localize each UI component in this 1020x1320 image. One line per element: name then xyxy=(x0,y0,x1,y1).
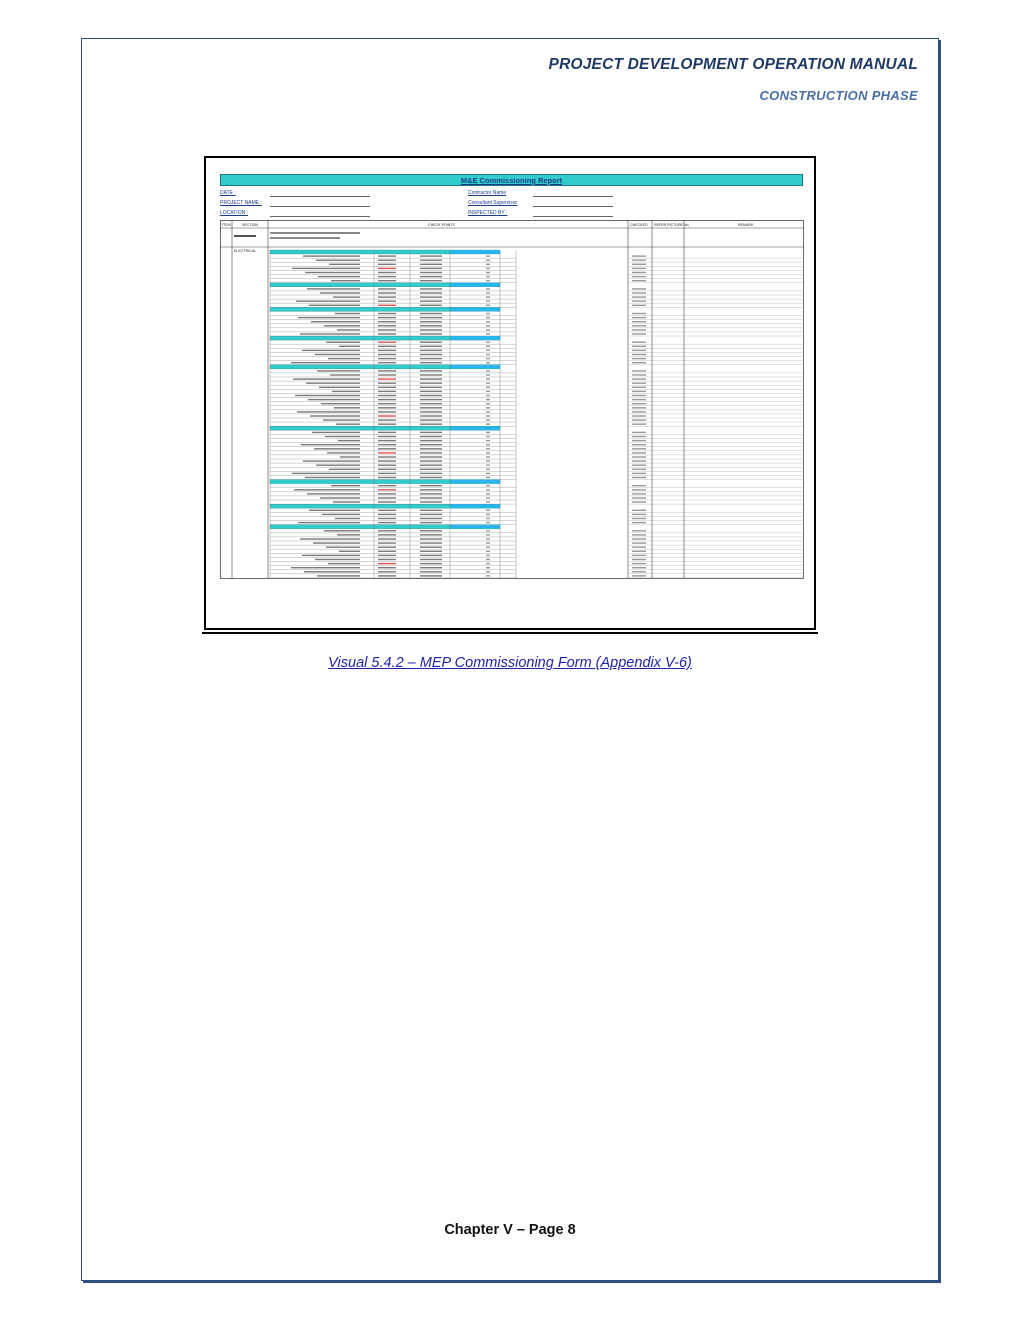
field-consultant-label: Consultant Supervisor xyxy=(468,200,518,206)
page-footer: Chapter V – Page 8 xyxy=(444,1222,576,1238)
field-location-line xyxy=(270,216,370,217)
document-title: PROJECT DEVELOPMENT OPERATION MANUAL xyxy=(548,56,918,73)
col-refer-picture: REFER PICTURE No. xyxy=(654,223,690,227)
field-date-line xyxy=(270,196,370,197)
field-project-line xyxy=(270,206,370,207)
section-electrical: ELECTRICAL xyxy=(234,249,257,253)
field-date-label: DATE : xyxy=(220,190,236,196)
col-item: ITEM xyxy=(222,223,231,227)
field-inspected-label: INSPECTED BY : xyxy=(468,210,508,216)
field-contractor-line xyxy=(533,196,613,197)
form-rows xyxy=(270,250,804,578)
figure-underline xyxy=(202,632,818,634)
document-subtitle: CONSTRUCTION PHASE xyxy=(759,88,918,103)
col-section: SECTION xyxy=(242,223,258,227)
figure-caption[interactable]: Visual 5.4.2 – MEP Commissioning Form (Appendix V-6) xyxy=(328,655,692,671)
field-consultant-line xyxy=(533,206,613,207)
commissioning-form-image xyxy=(204,156,816,630)
col-checkpoints: CHECK POINTS xyxy=(428,223,455,227)
field-location-label: LOCATION : xyxy=(220,210,248,216)
form-table xyxy=(220,220,804,580)
field-contractor-label: Contractor Name xyxy=(468,190,507,196)
form-title: M&E Commissioning Report xyxy=(220,174,803,186)
col-checked: CHECKED xyxy=(630,223,648,227)
field-project-label: PROJECT NAME : xyxy=(220,200,262,206)
form-content xyxy=(220,174,804,580)
field-inspected-line xyxy=(533,216,613,217)
col-remark: REMARK xyxy=(738,223,754,227)
